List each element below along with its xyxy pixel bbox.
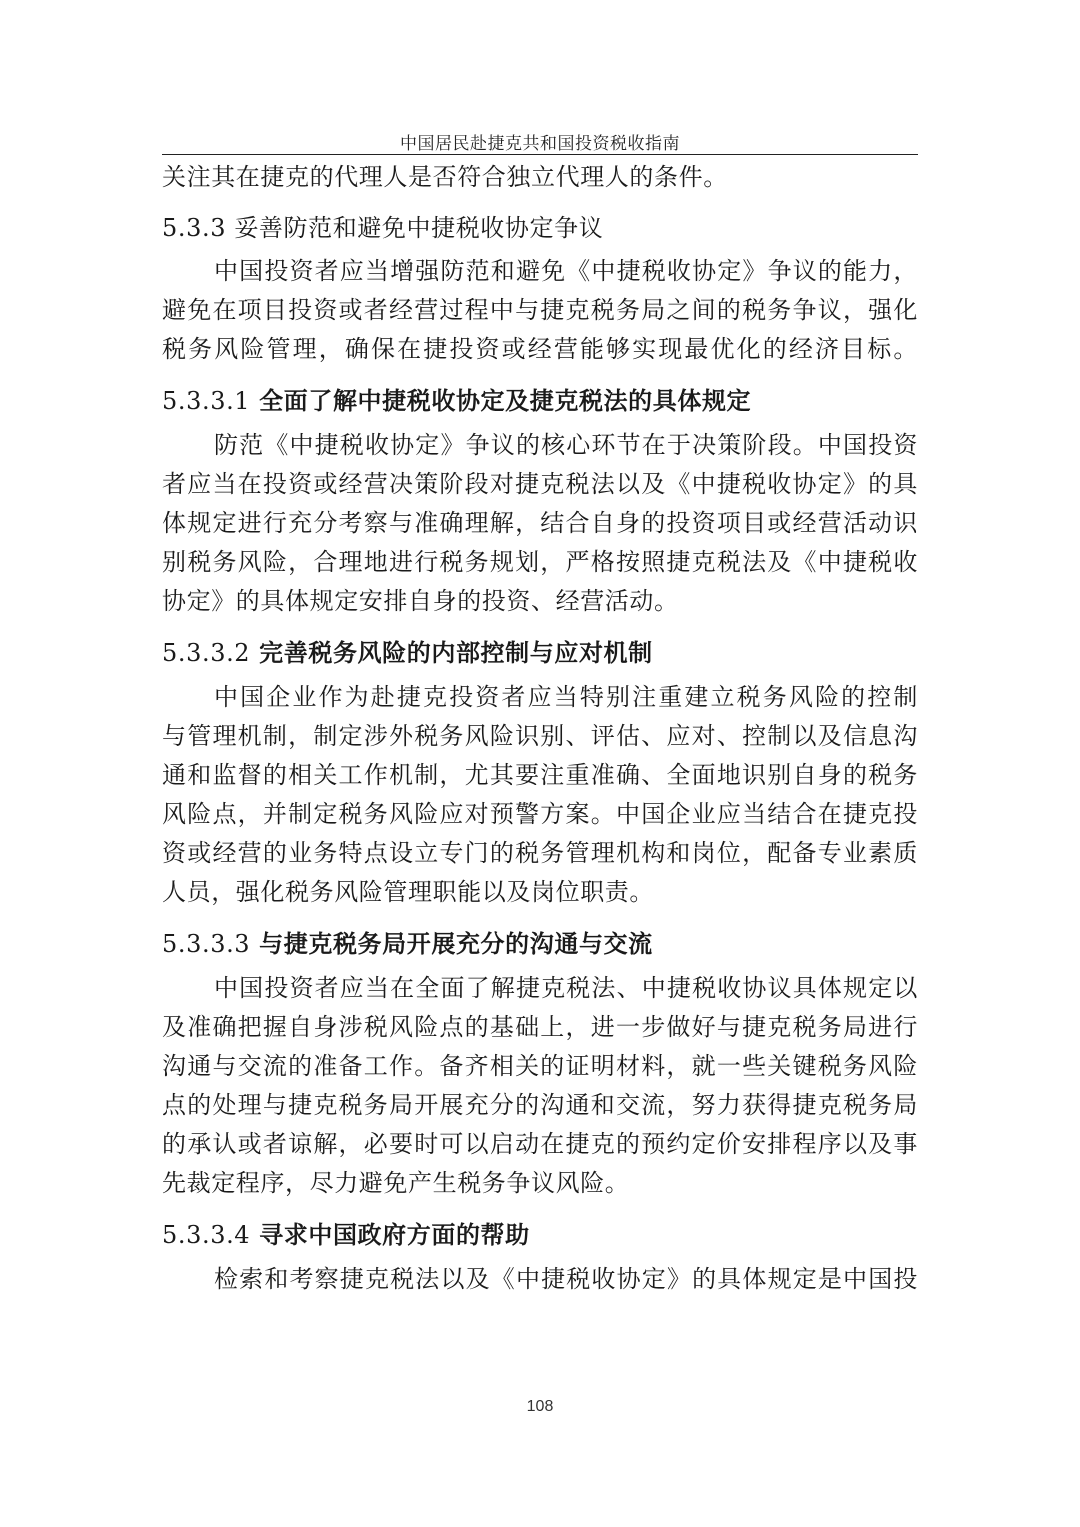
paragraph-line: 中国投资者应当增强防范和避免《中捷税收协定》争议的能力， bbox=[214, 257, 918, 285]
paragraph-line: 通和监督的相关工作机制，尤其要注重准确、全面地识别自身的税务 bbox=[162, 761, 918, 789]
paragraph-line: 人员，强化税务风险管理职能以及岗位职责。 bbox=[162, 878, 654, 906]
paragraph-line: 风险点，并制定税务风险应对预警方案。中国企业应当结合在捷克投 bbox=[162, 800, 918, 828]
section-number: 5.3.3.2 bbox=[162, 639, 251, 667]
section-5-3-3-4-paragraph bbox=[162, 1260, 918, 1299]
section-5-3-3-heading bbox=[162, 208, 918, 248]
section-5-3-3-2-paragraph bbox=[162, 678, 918, 912]
paragraph-line: 检索和考察捷克税法以及《中捷税收协定》的具体规定是中国投 bbox=[214, 1265, 918, 1293]
section-number: 5.3.3 bbox=[162, 214, 227, 242]
paragraph-line: 先裁定程序，尽力避免产生税务争议风险。 bbox=[162, 1169, 630, 1197]
paragraph-line: 的承认或者谅解，必要时可以启动在捷克的预约定价安排程序以及事 bbox=[162, 1130, 918, 1158]
paragraph-line: 及准确把握自身涉税风险点的基础上，进一步做好与捷克税务局进行 bbox=[162, 1013, 918, 1041]
section-title: 与捷克税务局开展充分的沟通与交流 bbox=[259, 929, 653, 958]
section-5-3-3-paragraph bbox=[162, 252, 918, 369]
section-number: 5.3.3.4 bbox=[162, 1221, 251, 1249]
page-number: 108 bbox=[526, 1398, 554, 1415]
section-title: 完善税务风险的内部控制与应对机制 bbox=[259, 638, 653, 667]
section-5-3-3-3-heading bbox=[162, 924, 918, 964]
section-5-3-3-1-heading bbox=[162, 381, 918, 421]
section-number: 5.3.3.1 bbox=[162, 387, 251, 415]
section-title: 全面了解中捷税收协定及捷克税法的具体规定 bbox=[259, 386, 752, 415]
paragraph-line: 中国投资者应当在全面了解捷克税法、中捷税收协议具体规定以 bbox=[214, 974, 918, 1002]
section-title: 寻求中国政府方面的帮助 bbox=[259, 1220, 530, 1249]
header-rule bbox=[162, 154, 918, 155]
section-5-3-3-4-heading bbox=[162, 1215, 918, 1255]
paragraph-line: 者应当在投资或经营决策阶段对捷克税法以及《中捷税收协定》的具 bbox=[162, 470, 918, 498]
paragraph-line: 与管理机制，制定涉外税务风险识别、评估、应对、控制以及信息沟 bbox=[162, 722, 918, 750]
paragraph-line: 资或经营的业务特点设立专门的税务管理机构和岗位，配备专业素质 bbox=[162, 839, 918, 867]
continuation-line: 关注其在捷克的代理人是否符合独立代理人的条件。 bbox=[162, 163, 728, 191]
running-header: 中国居民赴捷克共和国投资税收指南 bbox=[400, 134, 680, 154]
section-number: 5.3.3.3 bbox=[162, 930, 251, 958]
section-title: 妥善防范和避免中捷税收协定争议 bbox=[234, 214, 604, 242]
paragraph-line: 沟通与交流的准备工作。备齐相关的证明材料，就一些关键税务风险 bbox=[162, 1052, 918, 1080]
section-5-3-3-2-heading bbox=[162, 633, 918, 673]
page-body bbox=[162, 158, 918, 1299]
paragraph-line: 税务风险管理，确保在捷投资或经营能够实现最优化的经济目标。 bbox=[162, 335, 918, 363]
paragraph-line: 体规定进行充分考察与准确理解，结合自身的投资项目或经营活动识 bbox=[162, 509, 918, 537]
paragraph-line: 点的处理与捷克税务局开展充分的沟通和交流，努力获得捷克税务局 bbox=[162, 1091, 918, 1119]
paragraph-line: 防范《中捷税收协定》争议的核心环节在于决策阶段。中国投资 bbox=[214, 431, 918, 459]
section-5-3-3-1-paragraph bbox=[162, 426, 918, 621]
paragraph-line: 协定》的具体规定安排自身的投资、经营活动。 bbox=[162, 587, 679, 615]
paragraph-line: 别税务风险，合理地进行税务规划，严格按照捷克税法及《中捷税收 bbox=[162, 548, 918, 576]
paragraph-line: 中国企业作为赴捷克投资者应当特别注重建立税务风险的控制 bbox=[214, 683, 918, 711]
section-5-3-3-3-paragraph bbox=[162, 969, 918, 1203]
paragraph-line: 避免在项目投资或者经营过程中与捷克税务局之间的税务争议，强化 bbox=[162, 296, 918, 324]
